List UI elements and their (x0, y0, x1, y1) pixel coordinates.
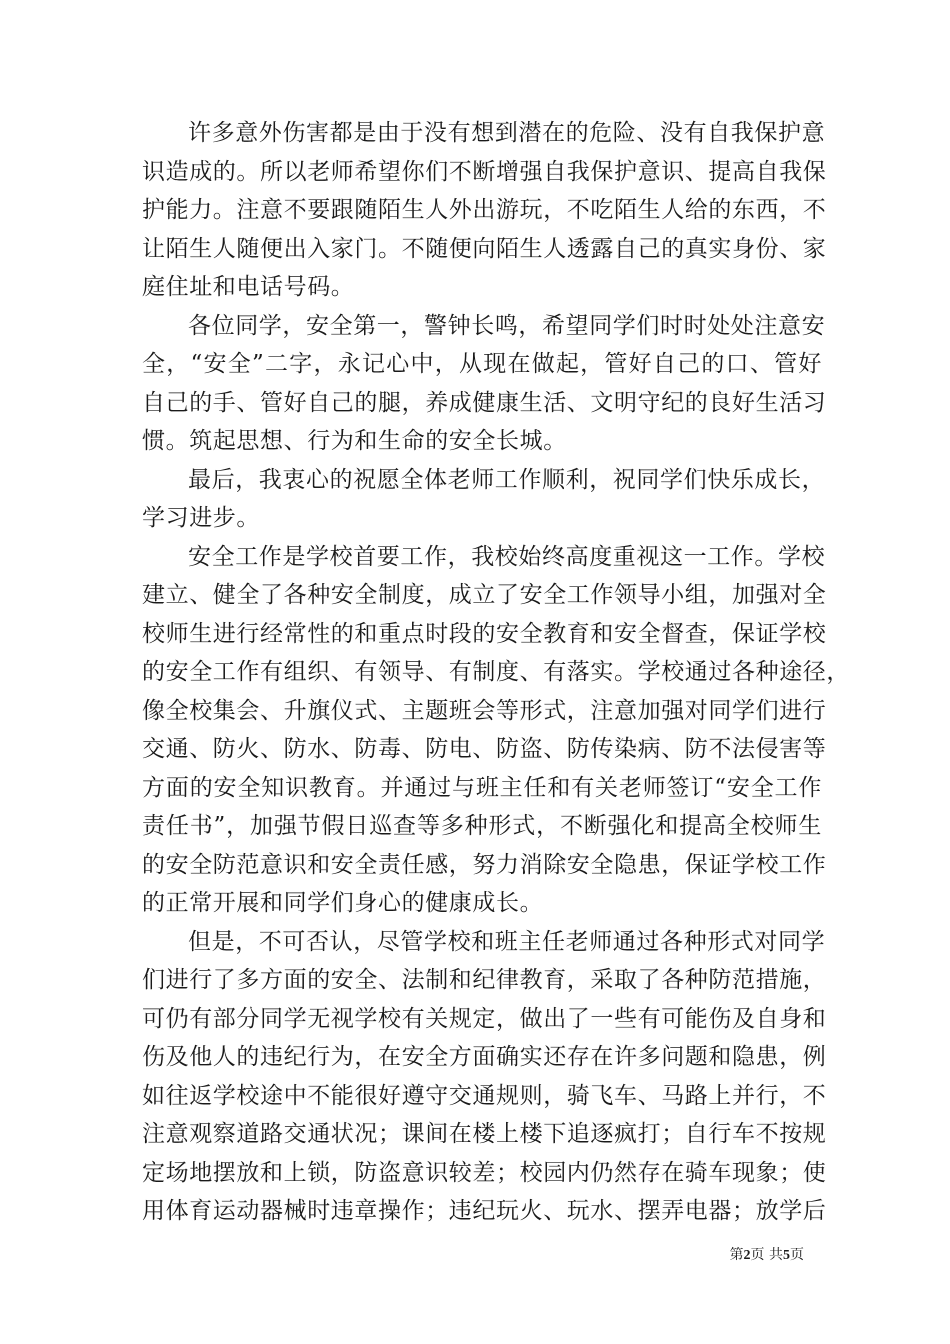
text-line: 交通、防火、防水、防毒、防电、防盗、防传染病、防不法侵害等 (142, 736, 827, 762)
text-line: 用体育运动器械时违章操作；违纪玩火、玩水、摆弄电器；放学后 (142, 1198, 827, 1224)
current-page-number: 2 (743, 1248, 751, 1263)
footer-prefix: 第 (729, 1247, 744, 1263)
total-page-number: 5 (783, 1248, 790, 1263)
page-number-footer (730, 1246, 804, 1265)
footer-suffix: 页 (790, 1247, 804, 1263)
text-line: 各位同学，安全第一，警钟长鸣，希望同学们时时处处注意安 (188, 312, 826, 339)
text-line: 护能力。注意不要跟随陌生人外出游玩，不吃陌生人给的东西，不 (142, 197, 827, 223)
text-line: 许多意外伤害都是由于没有想到潜在的危险、没有自我保护意 (188, 120, 826, 146)
text-line: 庭住址和电话号码。 (142, 274, 355, 300)
text-line: 注意观察道路交通状况；课间在楼上楼下追逐疯打；自行车不按规 (142, 1121, 827, 1147)
text-line: 识造成的。所以老师希望你们不断增强自我保护意识、提高自我保 (142, 158, 827, 185)
text-line: 像全校集会、升旗仪式、主题班会等形式，注意加强对同学们进行 (142, 697, 827, 724)
text-line: 定场地摆放和上锁，防盗意识较差；校园内仍然存在骑车现象；使 (142, 1159, 827, 1186)
text-line: 学习进步。 (142, 505, 260, 531)
paragraph (142, 114, 827, 307)
text-line: 责任书”，加强节假日巡查等多种形式，不断强化和提高全校师生 (142, 813, 822, 839)
text-line: 方面的安全知识教育。并通过与班主任和有关老师签订“安全工作 (142, 774, 822, 801)
text-line: 们进行了多方面的安全、法制和纪律教育，采取了各种防范措施， (142, 967, 827, 993)
text-line: 的安全防范意识和安全责任感，努力消除安全隐患，保证学校工作 (142, 851, 827, 878)
text-line: 让陌生人随便出入家门。不随便向陌生人透露自己的真实身份、家 (142, 235, 827, 262)
text-line: 的正常开展和同学们身心的健康成长。 (142, 890, 544, 916)
text-line: 如往返学校途中不能很好遵守交通规则，骑飞车、马路上并行，不 (142, 1082, 827, 1109)
text-line: 惯。筑起思想、行为和生命的安全长城。 (142, 428, 567, 454)
text-line: 自己的手、管好自己的腿，养成健康生活、文明守纪的良好生活习 (142, 389, 827, 416)
paragraph (142, 538, 850, 923)
text-line: 的安全工作有组织、有领导、有制度、有落实。学校通过各种途径， (142, 659, 850, 685)
text-line: 可仍有部分同学无视学校有关规定，做出了一些有可能伤及自身和 (142, 1005, 827, 1032)
text-line: 建立、健全了各种安全制度，成立了安全工作领导小组，加强对全 (142, 582, 827, 608)
footer-middle: 页 共 (750, 1247, 783, 1263)
text-line: 全，“安全”二字，永记心中，从现在做起，管好自己的口、管好 (142, 351, 822, 377)
text-line: 伤及他人的违纪行为，在安全方面确实还存在许多问题和隐患，例 (142, 1044, 827, 1070)
paragraph (142, 307, 827, 461)
document-body (142, 114, 850, 1231)
paragraph (142, 923, 827, 1231)
text-line: 校师生进行经常性的和重点时段的安全教育和安全督查，保证学校 (142, 620, 827, 647)
paragraph (142, 461, 826, 538)
text-line: 安全工作是学校首要工作，我校始终高度重视这一工作。学校 (188, 543, 826, 570)
text-line: 但是，不可否认，尽管学校和班主任老师通过各种形式对同学 (188, 928, 826, 955)
text-line: 最后，我衷心的祝愿全体老师工作顺利，祝同学们快乐成长， (188, 466, 826, 493)
